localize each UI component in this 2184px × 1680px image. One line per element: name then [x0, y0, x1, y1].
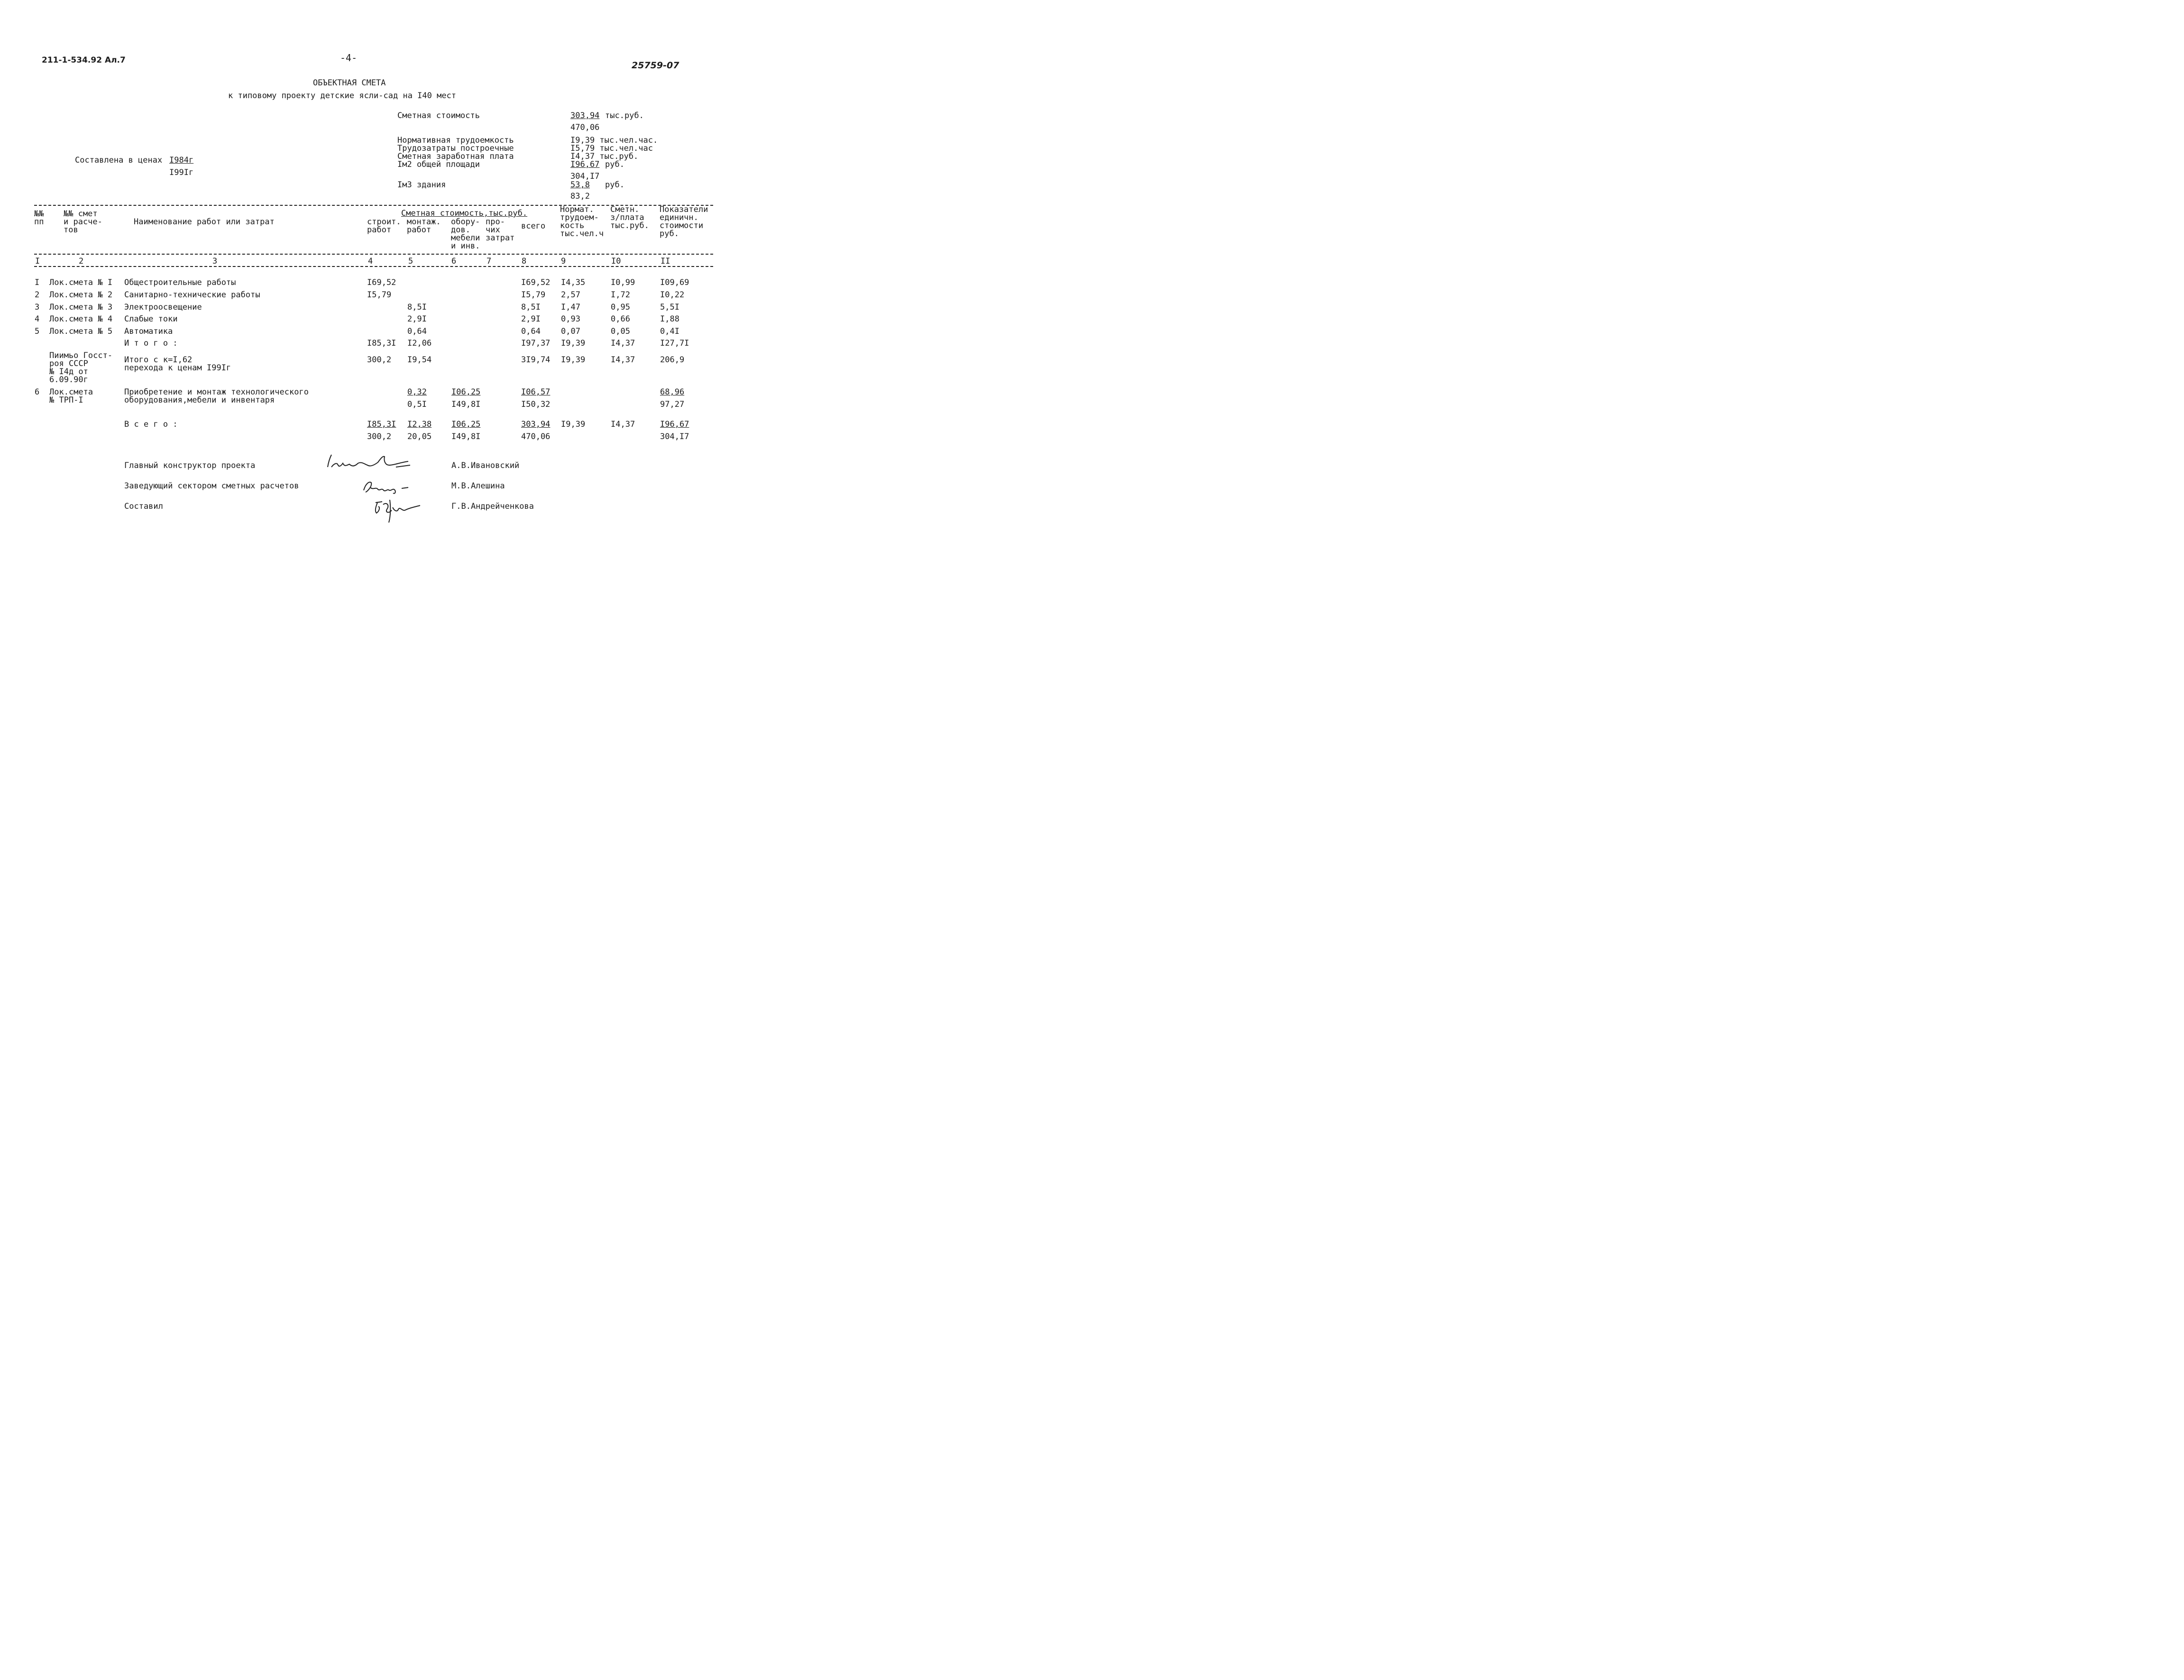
row-work-name: Приобретение и монтаж технологического оборудования,мебели и инвентаря	[124, 387, 309, 405]
subtotal-total: I97,37	[521, 339, 551, 348]
row-total-cost-1991: I50,32	[521, 400, 551, 409]
document-subtitle: к типовому проекту детские ясли-сад на I40 мест	[228, 91, 457, 101]
signature-name: М.В.Алешина	[451, 481, 505, 491]
row-unit-cost-1991: 97,27	[660, 400, 685, 409]
col-header-3: Наименование работ или затрат	[134, 217, 275, 227]
m2-label: Iм2 общей площади	[397, 160, 480, 169]
row-wage: 0,05	[611, 327, 630, 336]
subtotal-labor: I9,39	[561, 339, 586, 348]
cost-value-1991: 470,06	[570, 123, 600, 132]
labor-label: Нормативная трудоемкость	[397, 136, 514, 145]
col-header-4: строит. работ	[367, 217, 401, 235]
signature-name: Г.В.Андрейченкова	[451, 502, 534, 511]
signature-mark-head	[362, 478, 414, 495]
row-total-cost: I69,52	[521, 278, 551, 287]
subtotal-construction: I85,3I	[367, 339, 396, 348]
row-total-cost: 8,5I	[521, 303, 541, 312]
prices-label: Составлена в ценах	[75, 156, 163, 165]
coefficient-reference: Пиимьо Госст- роя СССР № I4д от 6.09.90г	[49, 351, 113, 385]
col-header-9: Нормат. трудоем- кость тыс.чел.ч	[560, 205, 604, 239]
coefficient-labor: I9,39	[561, 355, 586, 365]
grand-total-installation: I2,38	[407, 420, 432, 429]
grand-total-label: В с е г о :	[124, 420, 178, 429]
coefficient-construction: 300,2	[367, 355, 392, 365]
row-work-name: Слабые токи	[124, 314, 178, 324]
row-number: 5	[35, 327, 40, 336]
wage-label: Сметная заработная плата	[397, 152, 514, 161]
cost-group-header: Сметная стоимость,тыс.руб.	[401, 209, 528, 218]
row-labor: 0,07	[561, 327, 580, 336]
col-header-1: №№ пп	[34, 209, 44, 227]
row-unit-cost: 0,4I	[660, 327, 679, 336]
col-header-7: про- чих затрат	[486, 217, 515, 243]
row-unit-cost: 68,96	[660, 387, 685, 397]
row-labor: 2,57	[561, 290, 580, 300]
row-estimate-ref: Лок.смета № 2	[49, 290, 113, 300]
m2-value: I96,67	[570, 160, 600, 169]
col-header-10: Сметн. з/плата тыс.руб.	[610, 205, 649, 230]
row-total-cost: I5,79	[521, 290, 546, 300]
row-wage: I,72	[611, 290, 630, 300]
cost-value: 303,94	[570, 111, 600, 120]
grand-total-installation-1991: 20,05	[407, 432, 432, 441]
subtotal-label: И т о г о :	[124, 339, 178, 348]
signature-mark-author	[371, 497, 423, 523]
signature-mark-chief	[325, 453, 415, 472]
labor-value: I9,39 тыс.чел.час.	[570, 136, 658, 145]
prices-year: I984г	[169, 156, 194, 165]
row-number: I	[35, 278, 40, 287]
row-installation-cost: 2,9I	[407, 314, 427, 324]
row-wage: I0,99	[611, 278, 635, 287]
col-number: II	[661, 257, 670, 266]
col-number: 8	[522, 257, 527, 266]
col-number: 4	[368, 257, 373, 266]
row-construction-cost: I69,52	[367, 278, 396, 287]
wage-value: I4,37 тыс.руб.	[570, 152, 639, 161]
row-estimate-ref: Лок.смета № I	[49, 278, 113, 287]
row-unit-cost: 5,5I	[660, 303, 679, 312]
cost-unit: тыс.руб.	[605, 111, 644, 120]
row-labor: I,47	[561, 303, 580, 312]
subtotal-wage: I4,37	[611, 339, 635, 348]
col-number: 2	[79, 257, 84, 266]
grand-total-total-1991: 470,06	[521, 432, 551, 441]
row-installation-cost: 8,5I	[407, 303, 427, 312]
col-number: 7	[486, 257, 492, 266]
column-numbers-rule	[34, 266, 713, 267]
row-construction-cost: I5,79	[367, 290, 392, 300]
col-number: 6	[451, 257, 457, 266]
document-title: ОБЪЕКТНАЯ СМЕТА	[313, 78, 386, 88]
grand-total-unit-cost: I96,67	[660, 420, 689, 429]
coefficient-label: Итого с к=I,62 перехода к ценам I99Iг	[124, 355, 231, 373]
grand-total-wage: I4,37	[611, 420, 635, 429]
col-number: I0	[611, 257, 621, 266]
col-number: 5	[408, 257, 413, 266]
col-header-2: №№ смет и расче- тов	[64, 209, 102, 235]
document-code: 211-1-534.92 Ал.7	[42, 55, 126, 65]
coefficient-wage: I4,37	[611, 355, 635, 365]
row-labor: 0,93	[561, 314, 580, 324]
m3-value-1991: 83,2	[570, 192, 590, 201]
header-bottom-rule	[34, 254, 713, 255]
row-equipment-cost-1991: I49,8I	[451, 400, 481, 409]
row-installation-cost: 0,32	[407, 387, 427, 397]
m3-label: Iм3 здания	[397, 180, 446, 190]
page-number: -4-	[340, 52, 358, 64]
m2-value-1991: 304,I7	[570, 172, 600, 181]
row-work-name: Автоматика	[124, 327, 173, 336]
row-number: 2	[35, 290, 40, 300]
row-estimate-ref: Лок.смета № 4	[49, 314, 113, 324]
coefficient-unit-cost: 206,9	[660, 355, 685, 365]
m2-unit: руб.	[605, 160, 624, 169]
grand-total-construction-1991: 300,2	[367, 432, 392, 441]
row-total-cost: 0,64	[521, 327, 541, 336]
row-number: 6	[35, 387, 40, 397]
m3-unit: руб.	[605, 180, 624, 190]
col-number: 3	[212, 257, 218, 266]
row-estimate-ref: Лок.смета № 5	[49, 327, 113, 336]
row-work-name: Общестроительные работы	[124, 278, 236, 287]
row-work-name: Санитарно-технические работы	[124, 290, 260, 300]
prices-year-1991: I99Iг	[169, 168, 194, 177]
row-total-cost: I06,57	[521, 387, 551, 397]
col-header-5: монтаж. работ	[407, 217, 441, 235]
row-installation-cost: 0,64	[407, 327, 427, 336]
inventory-number: 25759-07	[632, 60, 679, 71]
subtotal-unit-cost: I27,7I	[660, 339, 689, 348]
row-unit-cost: I,88	[660, 314, 679, 324]
signature-name: А.В.Ивановский	[451, 461, 520, 470]
grand-total-construction: I85,3I	[367, 420, 396, 429]
row-wage: 0,66	[611, 314, 630, 324]
row-unit-cost: I0,22	[660, 290, 685, 300]
signature-role: Составил	[124, 502, 163, 511]
row-number: 4	[35, 314, 40, 324]
grand-total-total: 303,94	[521, 420, 551, 429]
row-work-name: Электроосвещение	[124, 303, 202, 312]
col-number: I	[35, 257, 40, 266]
row-estimate-ref: Лок.смета № ТРП-I	[49, 387, 93, 405]
coefficient-total: 3I9,74	[521, 355, 551, 365]
subtotal-installation: I2,06	[407, 339, 432, 348]
row-wage: 0,95	[611, 303, 630, 312]
col-header-8: всего	[521, 221, 546, 231]
grand-total-equipment: I06,25	[451, 420, 481, 429]
row-installation-cost-1991: 0,5I	[407, 400, 427, 409]
m3-value: 53,8	[570, 180, 590, 190]
coefficient-installation: I9,54	[407, 355, 432, 365]
row-labor: I4,35	[561, 278, 586, 287]
grand-total-unit-cost-1991: 304,I7	[660, 432, 689, 441]
grand-total-labor: I9,39	[561, 420, 586, 429]
row-estimate-ref: Лок.смета № 3	[49, 303, 113, 312]
row-unit-cost: I09,69	[660, 278, 689, 287]
signature-role: Главный конструктор проекта	[124, 461, 256, 470]
cost-label: Сметная стоимость	[397, 111, 480, 120]
postroech-value: I5,79 тыс.чел.час	[570, 144, 653, 153]
signature-role: Заведующий сектором сметных расчетов	[124, 481, 299, 491]
postroech-label: Трудозатраты построечные	[397, 144, 514, 153]
col-header-6: обору- дов. мебели и инв.	[451, 217, 480, 251]
row-number: 3	[35, 303, 40, 312]
col-header-11: Показатели единичн. стоимости руб.	[660, 205, 708, 239]
row-equipment-cost: I06,25	[451, 387, 481, 397]
grand-total-equipment-1991: I49,8I	[451, 432, 481, 441]
row-total-cost: 2,9I	[521, 314, 541, 324]
col-number: 9	[561, 257, 566, 266]
